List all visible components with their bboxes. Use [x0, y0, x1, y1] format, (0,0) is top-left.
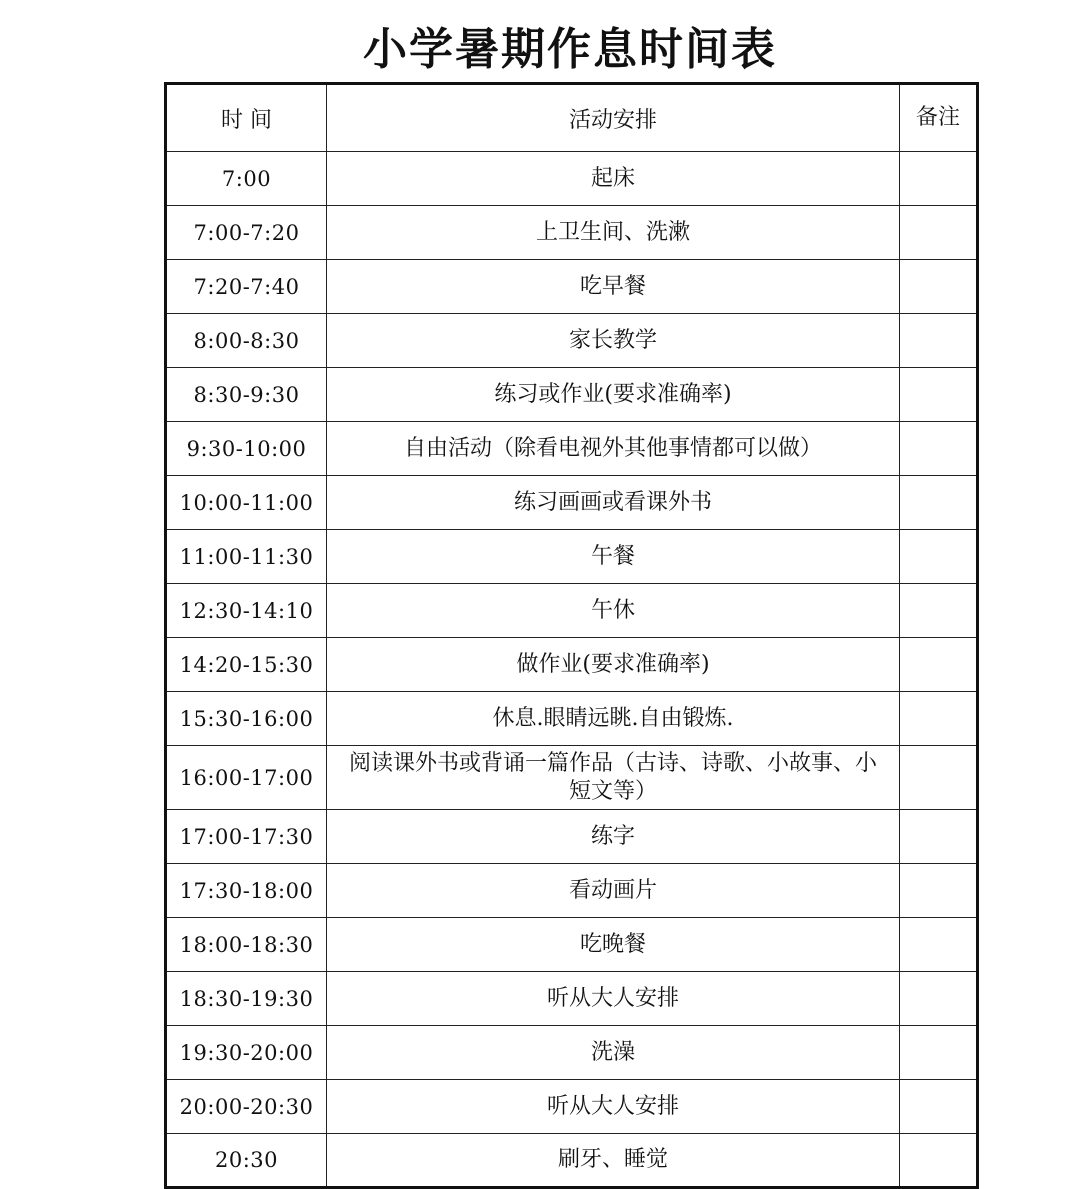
activity-cell: 洗澡 — [327, 1026, 900, 1080]
note-cell — [900, 476, 978, 530]
table-row — [166, 152, 978, 206]
schedule-table — [164, 82, 979, 1189]
time-cell: 8:00-8:30 — [166, 314, 327, 368]
time-cell: 19:30-20:00 — [166, 1026, 327, 1080]
time-cell: 15:30-16:00 — [166, 692, 327, 746]
table-row — [166, 972, 978, 1026]
page-title: 小学暑期作息时间表 — [363, 24, 777, 75]
table-row — [166, 530, 978, 584]
note-cell — [900, 1134, 978, 1188]
time-cell: 11:00-11:30 — [166, 530, 327, 584]
column-header-time: 时 间 — [166, 84, 327, 152]
note-cell — [900, 368, 978, 422]
activity-cell: 做作业(要求准确率) — [327, 638, 900, 692]
note-cell — [900, 918, 978, 972]
time-cell: 7:00 — [166, 152, 327, 206]
time-cell: 18:00-18:30 — [166, 918, 327, 972]
activity-cell: 休息.眼睛远眺.自由锻炼. — [327, 692, 900, 746]
table-row — [166, 1026, 978, 1080]
column-header-note: 备注 — [900, 84, 978, 152]
activity-cell: 练字 — [327, 810, 900, 864]
time-cell: 20:30 — [166, 1134, 327, 1188]
time-cell: 10:00-11:00 — [166, 476, 327, 530]
table-row — [166, 746, 978, 810]
note-cell — [900, 152, 978, 206]
time-cell: 20:00-20:30 — [166, 1080, 327, 1134]
table-row — [166, 476, 978, 530]
activity-cell: 看动画片 — [327, 864, 900, 918]
activity-cell: 练习画画或看课外书 — [327, 476, 900, 530]
note-cell — [900, 260, 978, 314]
activity-cell: 起床 — [327, 152, 900, 206]
table-row — [166, 206, 978, 260]
time-cell: 16:00-17:00 — [166, 746, 327, 810]
time-cell: 17:00-17:30 — [166, 810, 327, 864]
activity-cell: 上卫生间、洗漱 — [327, 206, 900, 260]
note-cell — [900, 314, 978, 368]
time-cell: 17:30-18:00 — [166, 864, 327, 918]
activity-cell: 自由活动（除看电视外其他事情都可以做） — [327, 422, 900, 476]
time-cell: 12:30-14:10 — [166, 584, 327, 638]
table-header-row — [166, 84, 978, 152]
table-row — [166, 864, 978, 918]
note-cell — [900, 206, 978, 260]
time-cell: 18:30-19:30 — [166, 972, 327, 1026]
table-row — [166, 692, 978, 746]
time-cell: 14:20-15:30 — [166, 638, 327, 692]
time-cell: 8:30-9:30 — [166, 368, 327, 422]
note-cell — [900, 638, 978, 692]
note-cell — [900, 1026, 978, 1080]
table-row — [166, 1134, 978, 1188]
activity-cell: 午餐 — [327, 530, 900, 584]
activity-cell: 刷牙、睡觉 — [327, 1134, 900, 1188]
table-row — [166, 638, 978, 692]
time-cell: 7:00-7:20 — [166, 206, 327, 260]
time-cell: 9:30-10:00 — [166, 422, 327, 476]
note-cell — [900, 864, 978, 918]
activity-cell: 听从大人安排 — [327, 1080, 900, 1134]
table-row — [166, 584, 978, 638]
table-row — [166, 260, 978, 314]
note-cell — [900, 810, 978, 864]
note-cell — [900, 584, 978, 638]
note-cell — [900, 746, 978, 810]
table-row — [166, 368, 978, 422]
note-cell — [900, 1080, 978, 1134]
activity-cell: 练习或作业(要求准确率) — [327, 368, 900, 422]
table-row — [166, 1080, 978, 1134]
time-cell: 7:20-7:40 — [166, 260, 327, 314]
note-cell — [900, 530, 978, 584]
note-cell — [900, 692, 978, 746]
activity-cell: 午休 — [327, 584, 900, 638]
activity-cell: 家长教学 — [327, 314, 900, 368]
activity-cell: 吃早餐 — [327, 260, 900, 314]
note-cell — [900, 972, 978, 1026]
table-row — [166, 918, 978, 972]
note-cell — [900, 422, 978, 476]
table-row — [166, 422, 978, 476]
activity-cell: 听从大人安排 — [327, 972, 900, 1026]
column-header-activity: 活动安排 — [327, 84, 900, 152]
activity-cell: 阅读课外书或背诵一篇作品（古诗、诗歌、小故事、小短文等） — [327, 746, 900, 810]
activity-cell: 吃晚餐 — [327, 918, 900, 972]
table-row — [166, 810, 978, 864]
table-row — [166, 314, 978, 368]
